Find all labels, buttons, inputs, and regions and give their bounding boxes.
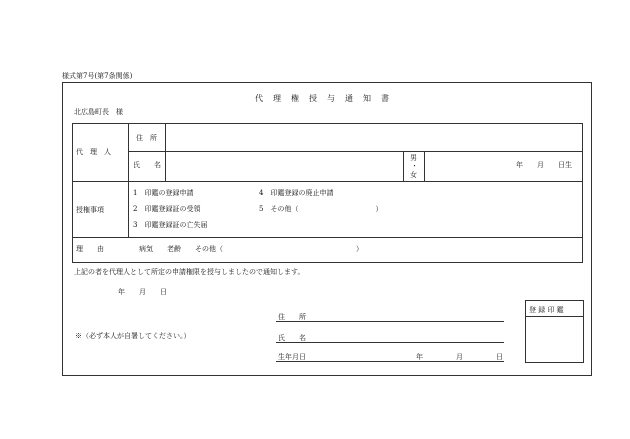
header-column-divider [128,124,129,237]
seal-box-label: 登 録 印 鑑 [529,306,564,314]
authority-item-4: 4 印鑑登録の廃止申請 [259,189,334,197]
principal-name-line[interactable] [276,342,504,343]
agent-header: 代 理 人 [76,148,111,156]
agent-authority-table [72,123,583,263]
sex-column-left-divider [403,151,404,181]
sex-separator: ・ [411,162,418,170]
authority-item-1: 1 印鑑の登録申請 [133,189,194,197]
agent-address-field[interactable] [166,129,402,149]
sex-male-label: 男 [410,154,417,162]
principal-dob-day: 日 [496,353,503,361]
principal-dob-line[interactable] [276,361,504,362]
agent-birthdate: 年 月 日生 [516,161,572,169]
agent-address-label: 住 所 [136,134,157,142]
form-number-label: 様式第7号(第7条関係) [62,72,133,80]
signature-note: ※（必ず本人が自署してください。） [75,332,191,340]
row-divider-address-name [128,151,583,152]
notice-date: 年 月 日 [118,288,167,296]
addressee: 北広島町長 様 [74,108,123,116]
sex-female-label: 女 [410,171,417,179]
agent-name-label: 氏 名 [133,161,161,169]
authority-item-3: 3 印鑑登録証の亡失届 [133,221,208,229]
registered-seal-box[interactable] [525,300,584,363]
agent-name-field[interactable] [166,154,402,178]
statement-text: 上記の者を代理人として所定の申請権限を授与しましたので通知します。 [74,268,305,276]
principal-name-label: 氏 名 [278,334,306,342]
document-title: 代理権授与通知書 [255,94,399,103]
principal-dob-year: 年 [416,353,423,361]
principal-address-line[interactable] [276,321,504,322]
authority-item-2: 2 印鑑登録証の受領 [133,205,201,213]
reason-options: 病気 老齢 その他（ ） [139,245,363,253]
seal-box-divider [526,316,583,317]
authority-item-5: 5 その他（ ） [259,205,383,213]
principal-dob-month: 月 [456,353,463,361]
authority-header: 授権事項 [76,206,104,214]
reason-header: 理 由 [76,245,104,253]
row-divider-agent-authority [73,181,582,182]
principal-address-label: 住 所 [278,313,306,321]
row-divider-authority-reason [73,237,582,238]
sex-column-right-divider [424,151,425,181]
principal-dob-label: 生年月日 [278,353,306,361]
